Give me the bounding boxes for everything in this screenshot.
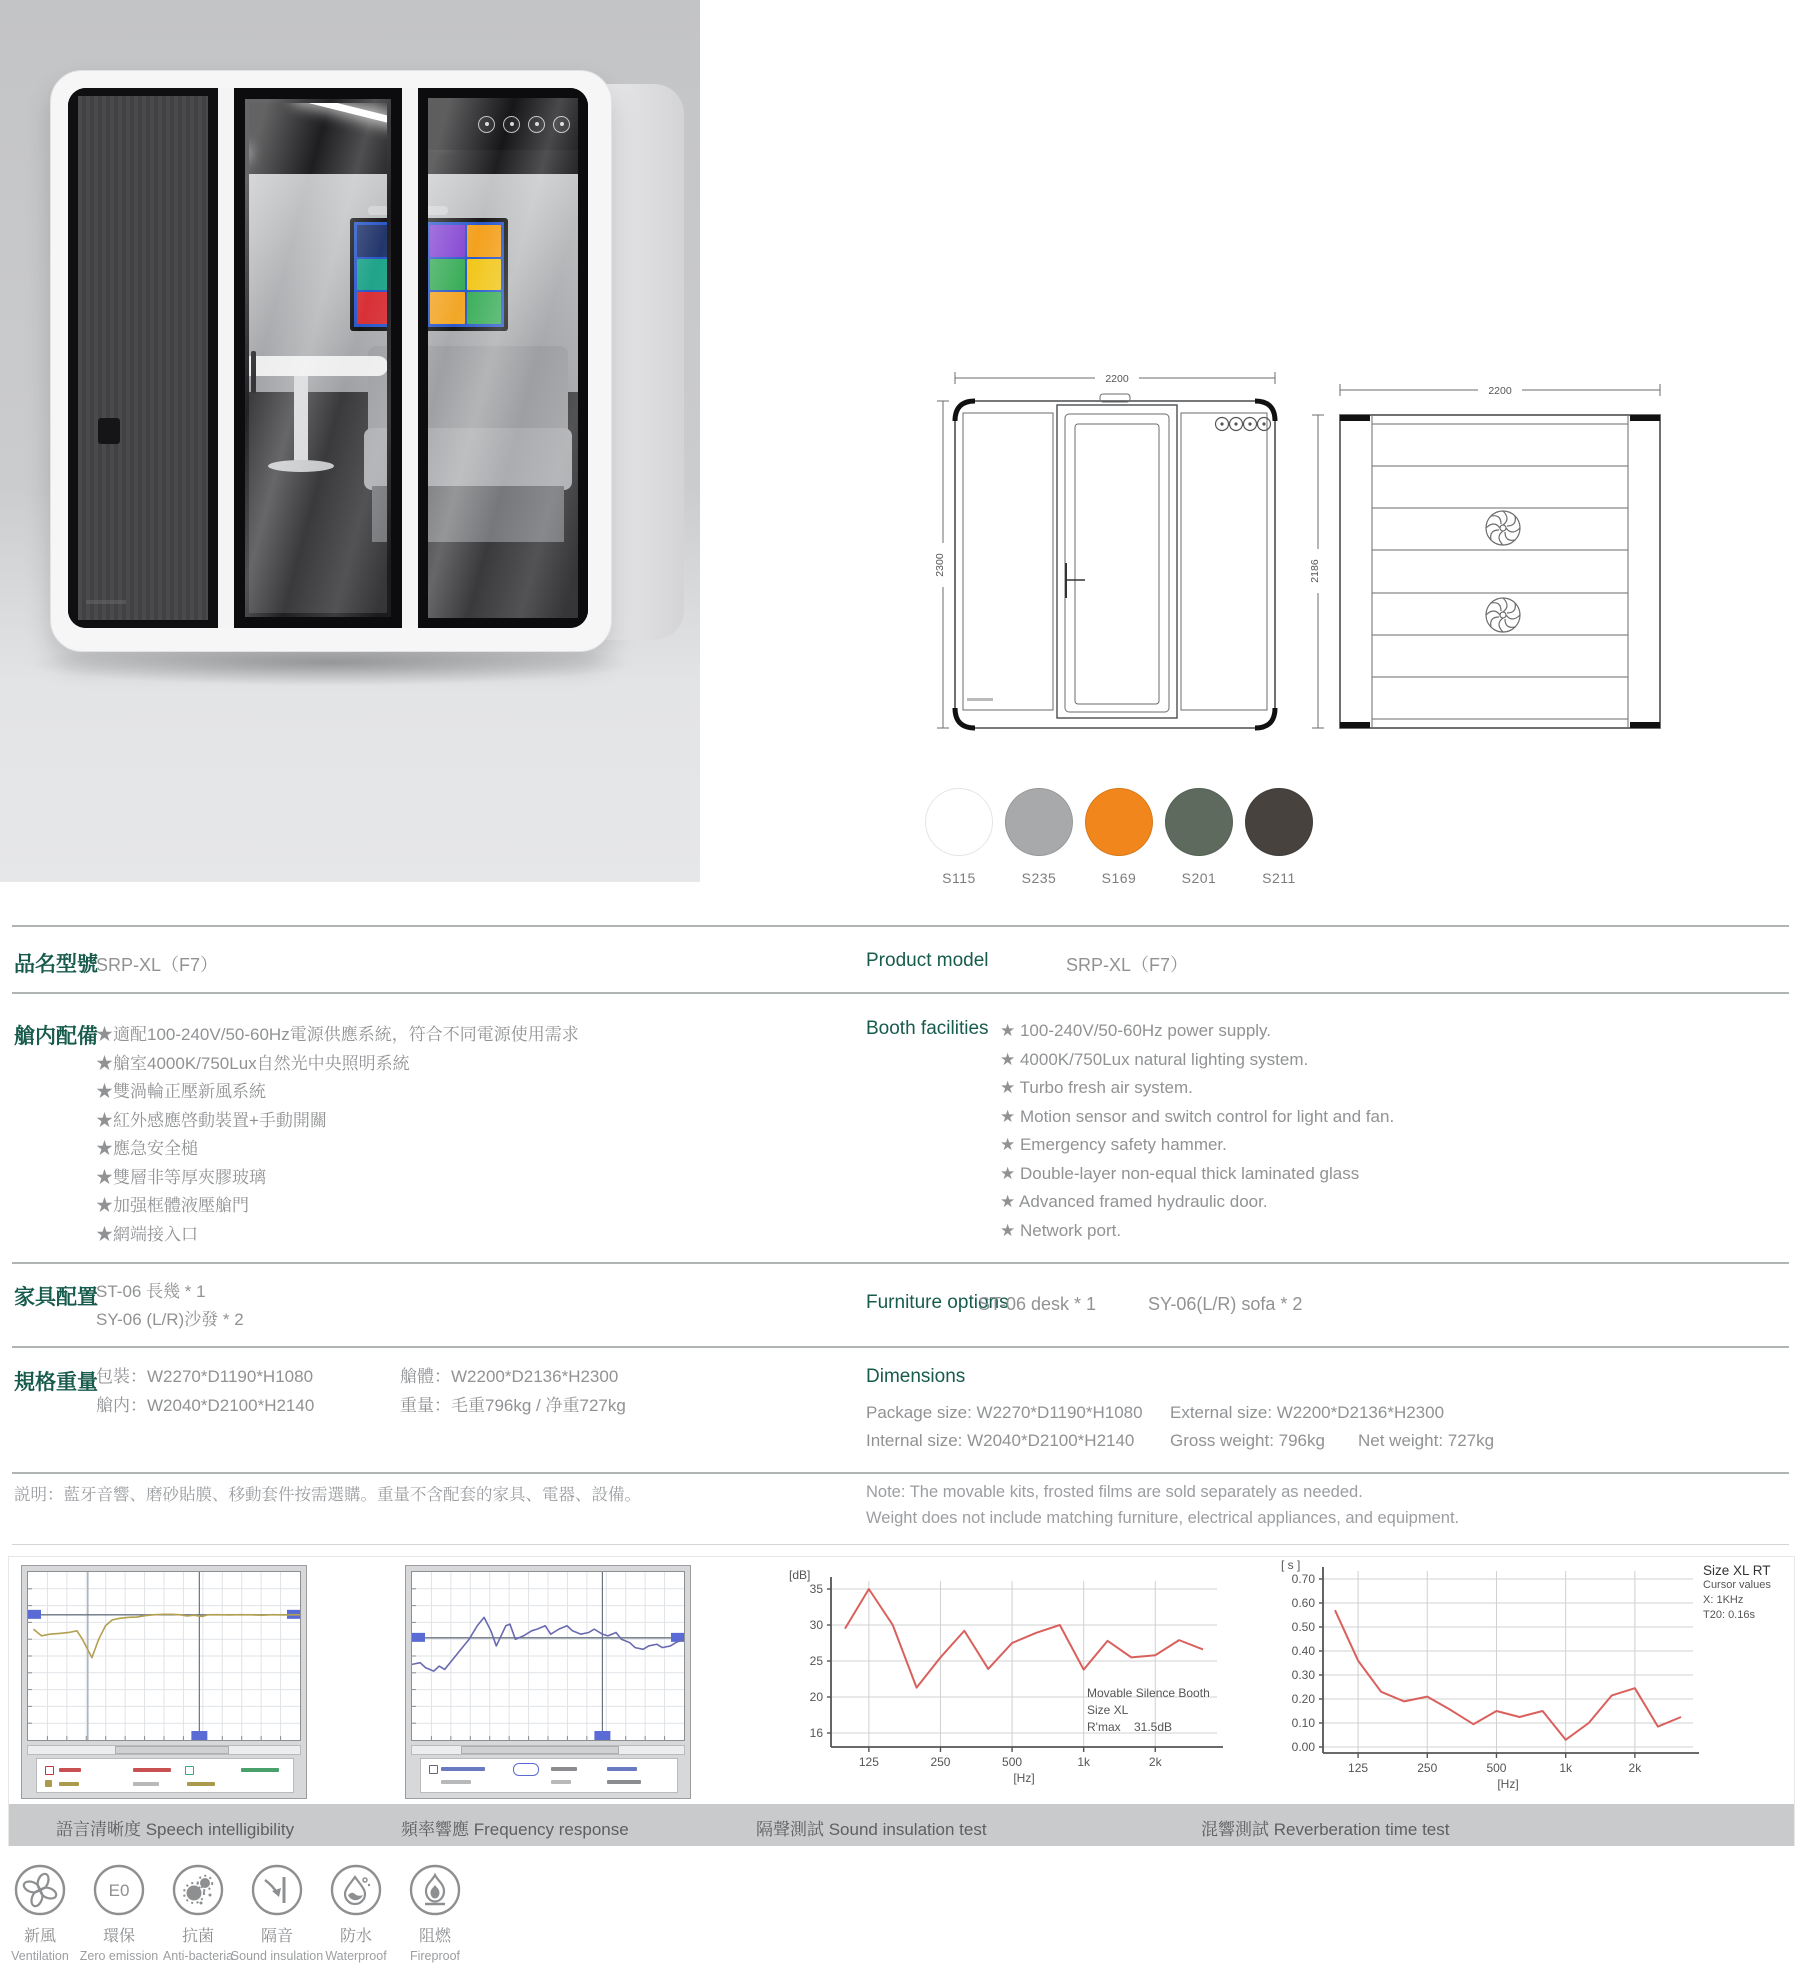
- chart-caption-bar: [9, 1804, 1794, 1846]
- model-value-zh: SRP-XL（F7）: [96, 955, 219, 975]
- roof-fan-icon: [1486, 598, 1520, 632]
- dims-line: Internal size: W2040*D2100*H2140: [866, 1431, 1135, 1450]
- facilities-label-zh: 艙内配備: [14, 1025, 98, 1048]
- booth-mullion: [402, 88, 418, 628]
- sound-insulation-chart: [785, 1565, 1225, 1801]
- svg-text:35: 35: [809, 1582, 823, 1596]
- front-elevation-drawing: [905, 358, 1300, 745]
- svg-text:0.30: 0.30: [1291, 1668, 1315, 1682]
- sound-insulation-annotation: Movable Silence Booth Size XL R'max 31.5dB: [1087, 1686, 1210, 1734]
- swatch-code: S235: [1021, 870, 1057, 886]
- swatch-s211: [1245, 788, 1313, 886]
- svg-text:0.40: 0.40: [1291, 1644, 1315, 1658]
- svg-text:[Hz]: [Hz]: [1497, 1777, 1519, 1791]
- flame-icon: [407, 1862, 463, 1918]
- badge-label-en: Zero emission: [79, 1949, 159, 1963]
- badge-label-zh: 阻燃: [418, 1928, 451, 1945]
- facility-item: ★艙室4000K/750Lux自然光中央照明系統: [96, 1053, 410, 1073]
- badge-label-en: Sound insulation: [230, 1949, 324, 1963]
- svg-text:0.20: 0.20: [1291, 1692, 1315, 1706]
- size-line: 重量：毛重796kg / 净重727kg: [400, 1396, 626, 1415]
- furniture-label-zh: 家具配置: [14, 1286, 98, 1309]
- roof-fan-icon: [1486, 511, 1520, 545]
- badge-label-zh: 抗菌: [181, 1928, 214, 1945]
- svg-text:0.00: 0.00: [1291, 1740, 1315, 1754]
- badge-label-en: Ventilation: [11, 1949, 69, 1963]
- facilities-list-zh: [96, 1021, 579, 1249]
- door-glass: [245, 99, 391, 617]
- chart-caption: 語言清晰度 Speech intelligibility: [56, 1820, 295, 1839]
- svg-text:[dB]: [dB]: [789, 1568, 811, 1582]
- svg-text:500: 500: [1486, 1761, 1507, 1775]
- badge-fireproof: [375, 1862, 495, 1963]
- side-height-dimension: 2186: [1309, 559, 1321, 583]
- svg-text:20: 20: [809, 1690, 823, 1704]
- divider: [12, 1262, 1789, 1264]
- facility-item: ★ 100-240V/50-60Hz power supply.: [1000, 1021, 1272, 1040]
- svg-text:0.70: 0.70: [1291, 1572, 1315, 1586]
- svg-text:0.60: 0.60: [1291, 1596, 1315, 1610]
- furniture-line: SY-06 (L/R)沙發 * 2: [96, 1310, 244, 1329]
- chart-caption: 頻率響應 Frequency response: [401, 1820, 629, 1839]
- dims-line: Net weight: 727kg: [1358, 1431, 1495, 1450]
- booth-control-strip: [428, 98, 578, 150]
- booth-front: [68, 88, 588, 628]
- swatch-s169: [1085, 788, 1153, 886]
- badge-label-en: Anti-bacteria: [162, 1949, 234, 1963]
- note-en-line1: Note: The movable kits, frosted films are sold separately as needed.: [866, 1483, 1363, 1501]
- side-elevation-drawing: [1298, 358, 1698, 745]
- svg-text:0.10: 0.10: [1291, 1716, 1315, 1730]
- facility-item: ★ Motion sensor and switch control for light and fan.: [1000, 1106, 1395, 1126]
- dims-line: Gross weight: 796kg: [1170, 1431, 1325, 1450]
- furniture-value-en: SY-06(L/R) sofa * 2: [1148, 1294, 1303, 1314]
- facility-item: ★雙渦輪正壓新風系統: [96, 1082, 266, 1101]
- booth-glass-wall: [418, 88, 588, 628]
- chart-caption: 隔聲測試 Sound insulation test: [756, 1820, 987, 1839]
- badge-label-zh: 防水: [339, 1928, 372, 1945]
- divider: [12, 925, 1789, 927]
- chart-caption: 混響測試 Reverberation time test: [1201, 1820, 1450, 1839]
- swatch-code: S211: [1262, 870, 1296, 886]
- ventilation-control-icon: [478, 116, 495, 133]
- booth-sensor: [98, 418, 120, 444]
- facilities-label-en: Booth facilities: [866, 1018, 989, 1039]
- facility-item: ★紅外感應啓動裝置+手動開關: [96, 1110, 327, 1130]
- side-width-dimension: 2200: [1488, 385, 1512, 397]
- svg-text:250: 250: [1417, 1761, 1438, 1775]
- svg-text:1k: 1k: [1077, 1755, 1091, 1769]
- analyzer-status-bar: [420, 1758, 678, 1793]
- swatch-code: S169: [1101, 870, 1137, 886]
- booth-acoustic-panel: [68, 88, 218, 628]
- facility-item: ★ 4000K/750Lux natural lighting system.: [1000, 1049, 1309, 1069]
- frequency-response-chart: [405, 1565, 691, 1799]
- svg-text:30: 30: [809, 1618, 823, 1632]
- speech-intelligibility-chart: [21, 1565, 307, 1799]
- facility-item: ★網端接入口: [96, 1224, 198, 1244]
- facility-item: ★適配100-240V/50-60Hz電源供應系統，符合不同電源使用需求: [96, 1025, 579, 1044]
- scrollbar: [27, 1745, 301, 1755]
- model-value-en: SRP-XL（F7）: [1066, 955, 1189, 975]
- svg-text:2k: 2k: [1148, 1755, 1162, 1769]
- facilities-list-en: [1000, 1017, 1394, 1245]
- dims-line: Package size: W2270*D1190*H1080: [866, 1403, 1143, 1422]
- analyzer-status-bar: [36, 1758, 294, 1793]
- door-handle: [251, 351, 256, 393]
- booth-logo: [86, 600, 126, 604]
- dims-label-en: Dimensions: [866, 1366, 966, 1387]
- furniture-label-en: Furniture options: [866, 1292, 1009, 1313]
- facility-item: ★ Emergency safety hammer.: [1000, 1135, 1227, 1154]
- size-line: 艙内：W2040*D2100*H2140: [96, 1396, 315, 1415]
- swatch-code: S201: [1181, 870, 1217, 886]
- badge-label-zh: 環保: [102, 1928, 135, 1945]
- front-height-dimension: 2300: [934, 553, 946, 577]
- facility-item: ★ Turbo fresh air system.: [1000, 1078, 1193, 1097]
- badge-label-en: Fireproof: [409, 1949, 461, 1963]
- booth-door: [234, 88, 402, 628]
- facility-item: ★雙層非等厚夾膠玻璃: [96, 1167, 266, 1187]
- acoustic-charts-panel: [8, 1556, 1795, 1846]
- model-label-en: Product model: [866, 950, 989, 971]
- furniture-value-en: ST-06 desk * 1: [978, 1294, 1097, 1314]
- divider: [12, 1544, 1789, 1545]
- drawing-logo-mark: [967, 698, 993, 701]
- divider: [12, 1346, 1789, 1348]
- light-control-icon: [528, 116, 545, 133]
- svg-text:1k: 1k: [1559, 1761, 1573, 1775]
- svg-text:0.50: 0.50: [1291, 1620, 1315, 1634]
- svg-text:E0: E0: [108, 1881, 130, 1900]
- divider: [12, 992, 1789, 994]
- facility-item: ★加强框體液壓艙門: [96, 1196, 249, 1215]
- swatch-circle: [925, 788, 993, 856]
- svg-text:125: 125: [1348, 1761, 1369, 1775]
- swatch-code: S115: [942, 870, 976, 886]
- note-en-line2: Weight does not include matching furniture, electrical appliances, and equipment.: [866, 1509, 1460, 1527]
- size-line: 包裝：W2270*D1190*H1080: [96, 1367, 314, 1386]
- svg-text:[Hz]: [Hz]: [1013, 1771, 1035, 1785]
- svg-text:16: 16: [809, 1726, 823, 1740]
- reverberation-time-chart: [1271, 1557, 1701, 1801]
- badge-label-zh: 隔音: [260, 1928, 293, 1945]
- size-label-zh: 規格重量: [14, 1371, 98, 1394]
- reverberation-annotation: Size XL RT Cursor values X: 1KHz T20: 0.16s: [1703, 1563, 1771, 1621]
- dims-line: External size: W2200*D2136*H2300: [1170, 1403, 1445, 1422]
- badge-label-en: Waterproof: [325, 1949, 387, 1963]
- swatch-s201: [1165, 788, 1233, 886]
- scrollbar: [411, 1745, 685, 1755]
- svg-text:125: 125: [858, 1755, 879, 1769]
- swatch-s115: [925, 788, 993, 886]
- note-zh: 説明：藍牙音響、磨砂貼膜、移動套件按需選購。重量不含配套的家具、電器、設備。: [14, 1486, 641, 1504]
- facility-item: ★ Advanced framed hydraulic door.: [1000, 1192, 1268, 1211]
- front-width-dimension: 2200: [1105, 373, 1129, 385]
- model-label-zh: 品名型號: [14, 953, 98, 976]
- swatch-circle: [1245, 788, 1313, 856]
- swatch-circle: [1005, 788, 1073, 856]
- mic-control-icon: [553, 116, 570, 133]
- divider: [12, 1472, 1789, 1474]
- swatch-circle: [1085, 788, 1153, 856]
- facility-item: ★ Double-layer non-equal thick laminated glass: [1000, 1163, 1360, 1183]
- svg-text:2k: 2k: [1628, 1761, 1642, 1775]
- svg-text:500: 500: [1002, 1755, 1023, 1769]
- svg-text:25: 25: [809, 1654, 823, 1668]
- product-photo: [0, 0, 700, 882]
- facility-item: ★應急安全槌: [96, 1139, 198, 1158]
- fan-control-icon: [503, 116, 520, 133]
- color-swatches: [925, 788, 1345, 886]
- booth-mullion: [218, 88, 234, 628]
- furniture-line: ST-06 長幾 * 1: [96, 1282, 206, 1301]
- svg-text:250: 250: [930, 1755, 951, 1769]
- swatch-s235: [1005, 788, 1073, 886]
- svg-text:[ s ]: [ s ]: [1281, 1558, 1301, 1572]
- swatch-circle: [1165, 788, 1233, 856]
- size-line: 艙體：W2200*D2136*H2300: [400, 1367, 619, 1386]
- badge-label-zh: 新風: [23, 1928, 56, 1945]
- wall-glass: [428, 98, 578, 618]
- facility-item: ★ Network port.: [1000, 1220, 1122, 1240]
